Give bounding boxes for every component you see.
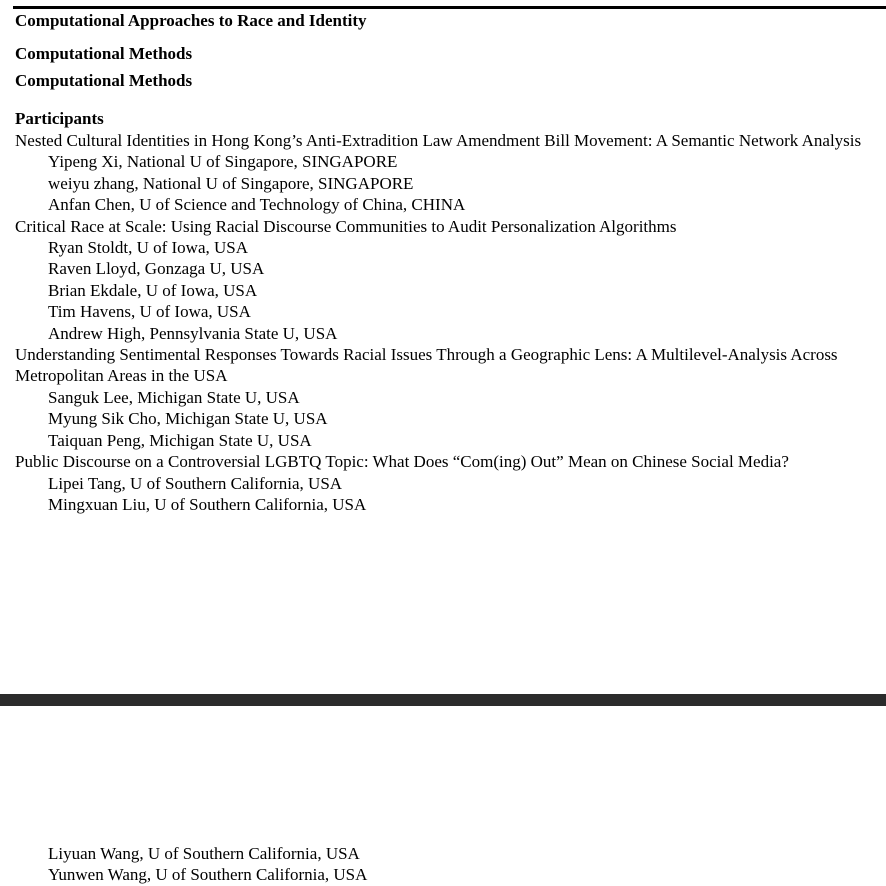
author-line: Lipei Tang, U of Southern California, USA <box>48 473 343 493</box>
session-title: Computational Approaches to Race and Identity <box>15 11 367 30</box>
paper-entry <box>15 216 881 344</box>
paper-title: Public Discourse on a Controversial LGBTQ Topic: What Does “Com(ing) Out” Mean on Chinese Social Media? <box>15 452 789 472</box>
document-page-2 <box>0 706 886 884</box>
author-line: Mingxuan Liu, U of Southern California, USA <box>48 494 367 514</box>
paper-entry <box>15 344 881 451</box>
author-line: Brian Ekdale, U of Iowa, USA <box>48 280 258 300</box>
participants-list <box>15 130 881 515</box>
participants-list-continued <box>15 843 881 886</box>
author-line: Taiquan Peng, Michigan State U, USA <box>48 430 312 450</box>
paper-entry <box>15 451 881 515</box>
page-separator <box>0 694 886 706</box>
top-rule <box>13 6 886 9</box>
author-line: Anfan Chen, U of Science and Technology of China, CHINA <box>48 195 466 215</box>
paper-entry <box>15 130 881 216</box>
session-subhead: Computational Methods <box>15 71 193 90</box>
paper-title: Nested Cultural Identities in Hong Kong’s Anti-Extradition Law Amendment Bill Movement: A Semantic Network Analysis <box>15 131 862 150</box>
author-line: Raven Lloyd, Gonzaga U, USA <box>48 259 265 279</box>
author-line: Yunwen Wang, U of Southern California, USA <box>48 865 368 885</box>
author-line: Ryan Stoldt, U of Iowa, USA <box>48 238 249 258</box>
author-line: weiyu zhang, National U of Singapore, SINGAPORE <box>48 173 414 193</box>
author-line: Liyuan Wang, U of Southern California, USA <box>48 844 360 863</box>
author-line: Sanguk Lee, Michigan State U, USA <box>48 387 300 407</box>
author-line: Yipeng Xi, National U of Singapore, SINGAPORE <box>48 152 398 172</box>
participants-heading: Participants <box>15 109 104 128</box>
session-subhead: Computational Methods <box>15 44 193 63</box>
paper-title: Critical Race at Scale: Using Racial Discourse Communities to Audit Personalization Algorithms <box>15 216 677 236</box>
paper-title: Understanding Sentimental Responses Towards Racial Issues Through a Geographic Lens: A Multilevel-Analysis Across Metropolitan Areas in the USA <box>15 345 838 386</box>
author-line: Tim Havens, U of Iowa, USA <box>48 302 251 322</box>
author-line: Myung Sik Cho, Michigan State U, USA <box>48 409 328 429</box>
author-line: Andrew High, Pennsylvania State U, USA <box>48 323 338 343</box>
